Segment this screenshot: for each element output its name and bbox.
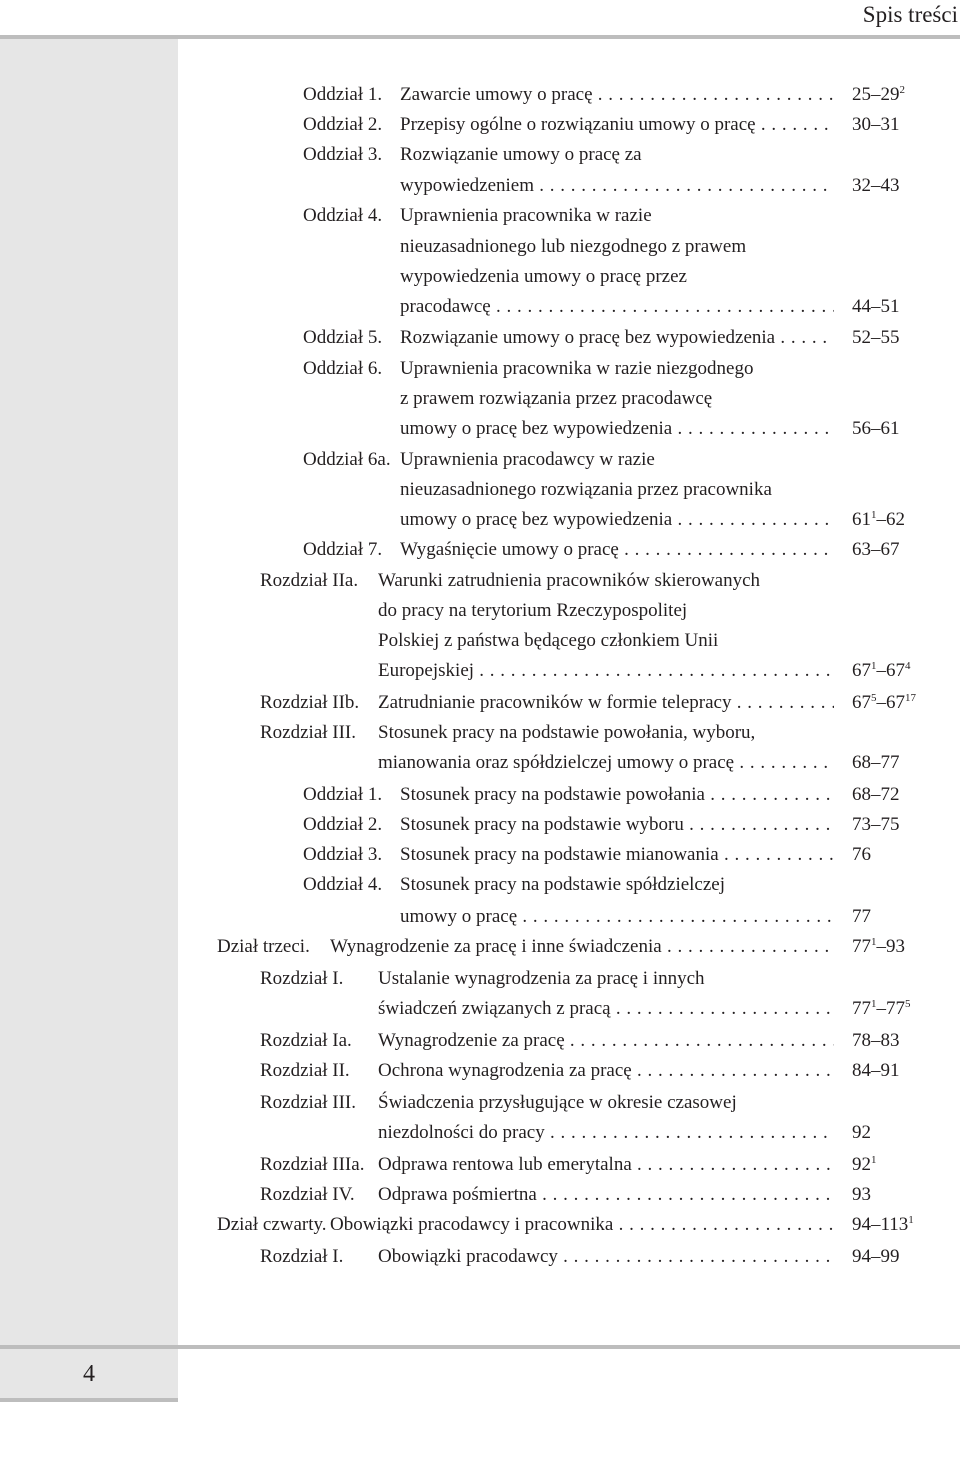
pages-start-superscript: 1: [871, 936, 877, 948]
toc-entry: [0, 354, 960, 384]
toc-entry-text-wrap: [400, 323, 834, 353]
pages-start-superscript: 1: [871, 660, 877, 672]
pages-end: –77: [876, 998, 905, 1019]
toc-entry-text-wrap: [378, 1242, 834, 1272]
footer-rule: [0, 1398, 178, 1402]
toc-entry-text-wrap: [378, 566, 760, 596]
toc-entry-label: Oddział 2.: [303, 114, 383, 135]
toc-entry-title: Świadczenia przysługujące w okresie czasowej: [378, 1092, 737, 1113]
toc-entry: [0, 626, 960, 656]
page-number: 4: [83, 1361, 95, 1387]
toc-entry: [0, 80, 960, 110]
pages-start: 76: [852, 844, 871, 865]
toc-entry-text-wrap: [400, 414, 834, 444]
toc-entry: [0, 1180, 960, 1210]
toc-entry-text-wrap: [400, 870, 725, 900]
toc-entry: [0, 323, 960, 353]
toc-entry-text-wrap: [378, 1026, 834, 1056]
toc-entry: [0, 718, 960, 748]
toc-entry: [0, 535, 960, 565]
toc-entry-label: Oddział 4.: [303, 205, 383, 226]
toc-entry: [0, 292, 960, 322]
toc-entry-text-wrap: [378, 1150, 834, 1180]
toc-entry-title: świadczeń związanych z pracą: [378, 998, 611, 1019]
toc-entry-text-wrap: [378, 688, 834, 718]
toc-entry-text-wrap: [400, 140, 642, 170]
toc-entry-pages: [852, 932, 905, 962]
pages-start-superscript: 1: [908, 1214, 914, 1226]
pages-start-superscript: 1: [871, 509, 877, 521]
pages-end: –67: [876, 692, 905, 713]
pages-start-superscript: 2: [899, 84, 905, 96]
pages-start: 93: [852, 1184, 871, 1205]
pages-start: 78–83: [852, 1030, 900, 1051]
toc-entry: [0, 1026, 960, 1056]
toc-entry-title: Obowiązki pracodawcy i pracownika: [330, 1214, 614, 1235]
toc-entry-label: Rozdział IIa.: [260, 570, 359, 591]
toc-entry-text-wrap: [378, 1056, 834, 1086]
toc-entry-text-wrap: [400, 840, 834, 870]
toc-entry-text-wrap: [378, 964, 705, 994]
toc-entry-pages: [852, 1056, 900, 1086]
running-header-title: Spis treści: [862, 2, 958, 27]
toc-entry-text-wrap: [330, 1210, 834, 1240]
toc-entry-title: Odprawa pośmiertna: [378, 1184, 537, 1205]
toc-entry-title: Stosunek pracy na podstawie powołania: [400, 784, 705, 805]
pages-start-superscript: 5: [871, 692, 877, 704]
pages-end: –62: [876, 509, 905, 530]
toc-entry: [0, 505, 960, 535]
toc-entry-text-wrap: [400, 292, 834, 322]
toc-entry: [0, 870, 960, 900]
toc-entry-label: Rozdział IV.: [260, 1184, 355, 1205]
toc-entry-pages: [852, 323, 900, 353]
pages-start: 68–77: [852, 752, 900, 773]
toc-entry-text-wrap: [400, 80, 834, 110]
pages-start: 68–72: [852, 784, 900, 805]
pages-end: –93: [876, 936, 905, 957]
toc-entry-pages: [852, 292, 900, 322]
toc-entry: [0, 475, 960, 505]
toc-entry-label: Rozdział IIb.: [260, 692, 360, 713]
toc-entry-label: Oddział 5.: [303, 327, 383, 348]
toc-entry-pages: [852, 414, 900, 444]
pages-end-superscript: 4: [905, 660, 911, 672]
toc-entry-text-wrap: [378, 1118, 834, 1148]
toc-entry-title: Polskiej z państwa będącego członkiem Unii: [378, 630, 719, 651]
toc-entry-label: Rozdział IIIa.: [260, 1154, 365, 1175]
toc-entry-text-wrap: [400, 902, 834, 932]
toc-entry-title: niezdolności do pracy: [378, 1122, 545, 1143]
pages-start: 44–51: [852, 296, 900, 317]
toc-entry-title: Wygaśnięcie umowy o pracę: [400, 539, 619, 560]
toc-entry-pages: [852, 840, 871, 870]
toc-entry-pages: [852, 1150, 877, 1180]
pages-start: 92: [852, 1154, 871, 1175]
pages-start: 25–29: [852, 84, 900, 105]
toc-entry: [0, 414, 960, 444]
toc-entry-pages: [852, 1026, 900, 1056]
toc-entry-text-wrap: [378, 626, 718, 656]
pages-start: 94–99: [852, 1246, 900, 1267]
toc-entry: [0, 748, 960, 778]
toc-entry-label: Oddział 6a.: [303, 449, 391, 470]
pages-start: 32–43: [852, 175, 900, 196]
toc-entry-title: Przepisy ogólne o rozwiązaniu umowy o pracę: [400, 114, 756, 135]
toc-entry-title: Uprawnienia pracodawcy w razie: [400, 449, 655, 470]
pages-start: 94–113: [852, 1214, 909, 1235]
toc-entry: [0, 384, 960, 414]
pages-start: 73–75: [852, 814, 900, 835]
toc-entry: [0, 656, 960, 686]
toc-entry-title: Stosunek pracy na podstawie mianowania: [400, 844, 719, 865]
toc-entry: [0, 566, 960, 596]
pages-start-superscript: 1: [871, 1154, 877, 1166]
toc-entry-pages: [852, 110, 900, 140]
toc-entry-pages: [852, 1180, 871, 1210]
toc-entry-pages: [852, 1242, 900, 1272]
toc-entry-label: Rozdział III.: [260, 1092, 357, 1113]
toc-entry: [0, 1150, 960, 1180]
pages-start: 30–31: [852, 114, 900, 135]
pages-start: 67: [852, 660, 871, 681]
toc-entry-text-wrap: [378, 994, 834, 1024]
toc-entry-label: Oddział 4.: [303, 874, 383, 895]
pages-start: 77: [852, 906, 871, 927]
toc-entry: [0, 262, 960, 292]
toc-entry-text-wrap: [378, 1180, 834, 1210]
toc-entry-title: do pracy na terytorium Rzeczypospolitej: [378, 600, 688, 621]
toc-entry: [0, 810, 960, 840]
toc-entry-text-wrap: [378, 1088, 737, 1118]
pages-start: 84–91: [852, 1060, 900, 1081]
pages-start: 52–55: [852, 327, 900, 348]
toc-entry: [0, 140, 960, 170]
toc-entry-title: wypowiedzenia umowy o pracę przez: [400, 266, 687, 287]
pages-start: 77: [852, 998, 871, 1019]
toc-entry-text-wrap: [378, 596, 687, 626]
pages-start: 77: [852, 936, 871, 957]
toc-entry: [0, 964, 960, 994]
toc-entry-text-wrap: [400, 232, 746, 262]
toc-entry-title: Odprawa rentowa lub emerytalna: [378, 1154, 632, 1175]
toc-entry-pages: [852, 171, 900, 201]
toc-entry: [0, 171, 960, 201]
pages-end-superscript: 5: [905, 998, 911, 1010]
toc-entry: [0, 994, 960, 1024]
toc-entry-label: Oddział 2.: [303, 814, 383, 835]
toc-entry-title: Zatrudnianie pracowników w formie telepracy: [378, 692, 732, 713]
toc-entry-text-wrap: [378, 656, 834, 686]
toc-entry-text-wrap: [400, 354, 753, 384]
toc-entry-text-wrap: [400, 810, 834, 840]
toc-entry-text-wrap: [400, 384, 712, 414]
toc-entry-text-wrap: [378, 748, 834, 778]
toc-entry-label: Rozdział I.: [260, 968, 344, 989]
toc-entry-title: Wynagrodzenie za pracę: [378, 1030, 565, 1051]
toc-entry-title: z prawem rozwiązania przez pracodawcę: [400, 388, 713, 409]
toc-entry: [0, 232, 960, 262]
toc-entry-pages: [852, 656, 911, 686]
toc-entry-label: Rozdział I.: [260, 1246, 344, 1267]
toc-entry-pages: [852, 810, 900, 840]
toc-entry-text-wrap: [400, 780, 834, 810]
toc-entry-label: Oddział 3.: [303, 844, 383, 865]
toc-entry-pages: [852, 505, 905, 535]
toc-entry-title: Ochrona wynagrodzenia za pracę: [378, 1060, 632, 1081]
toc-entry-title: Wynagrodzenie za pracę i inne świadczenia: [330, 936, 662, 957]
toc-entry-title: mianowania oraz spółdzielczej umowy o pracę: [378, 752, 735, 773]
toc-entry: [0, 1210, 960, 1240]
toc-entry-label: Oddział 1.: [303, 784, 383, 805]
toc-entry-title: Uprawnienia pracownika w razie niezgodnego: [400, 358, 754, 379]
toc-entry-text-wrap: [330, 932, 834, 962]
pages-start: 56–61: [852, 418, 900, 439]
toc-entry-title: Zawarcie umowy o pracę: [400, 84, 593, 105]
pages-end-superscript: 17: [905, 692, 916, 704]
toc-entry-text-wrap: [400, 262, 687, 292]
toc-entry-label: Rozdział III.: [260, 722, 357, 743]
toc-entry-pages: [852, 1118, 871, 1148]
toc-entry-label: Oddział 7.: [303, 539, 383, 560]
toc-entry: [0, 596, 960, 626]
toc-entry-title: nieuzasadnionego rozwiązania przez pracownika: [400, 479, 772, 500]
toc-entry-title: Rozwiązanie umowy o pracę bez wypowiedzenia: [400, 327, 776, 348]
toc-entry-title: Warunki zatrudnienia pracowników skierowanych: [378, 570, 761, 591]
toc-entry-title: Stosunek pracy na podstawie wyboru: [400, 814, 684, 835]
toc-entry-pages: [852, 535, 900, 565]
toc-entry-label: Rozdział II.: [260, 1060, 350, 1081]
toc-entry-pages: [852, 994, 911, 1024]
toc-entry: [0, 1088, 960, 1118]
toc-entry-text-wrap: [400, 475, 772, 505]
pages-start: 63–67: [852, 539, 900, 560]
toc-entry-label: Dział trzeci.: [217, 936, 310, 957]
toc-entry-title: wypowiedzeniem: [400, 175, 535, 196]
toc-entry: [0, 110, 960, 140]
toc-entry-pages: [852, 1210, 914, 1240]
pages-start: 67: [852, 692, 871, 713]
toc-entry-text-wrap: [378, 718, 755, 748]
toc-entry-pages: [852, 688, 916, 718]
toc-entry-title: Stosunek pracy na podstawie spółdzielczej: [400, 874, 726, 895]
toc-entry-pages: [852, 80, 905, 110]
pages-start: 92: [852, 1122, 871, 1143]
toc-entry: [0, 1242, 960, 1272]
toc-entry-text-wrap: [400, 171, 834, 201]
toc-entry: [0, 688, 960, 718]
toc-entry-title: pracodawcę: [400, 296, 491, 317]
toc-entry-label: Dział czwarty.: [217, 1214, 327, 1235]
toc-entry: [0, 201, 960, 231]
toc-entry-text-wrap: [400, 445, 655, 475]
toc-entry: [0, 902, 960, 932]
toc-entry-title: umowy o pracę bez wypowiedzenia: [400, 509, 673, 530]
toc-entry: [0, 1056, 960, 1086]
toc-entry-title: nieuzasadnionego lub niezgodnego z prawem: [400, 236, 747, 257]
toc-entry-pages: [852, 748, 900, 778]
toc-entry-title: Stosunek pracy na podstawie powołania, wyboru,: [378, 722, 756, 743]
toc-entry-title: Europejskiej: [378, 660, 475, 681]
toc-entry-title: Ustalanie wynagrodzenia za pracę i innych: [378, 968, 705, 989]
toc-entry-pages: [852, 780, 900, 810]
toc-entry: [0, 932, 960, 962]
pages-end: –67: [876, 660, 905, 681]
toc-entry: [0, 1118, 960, 1148]
toc-entry-title: Uprawnienia pracownika w razie: [400, 205, 652, 226]
toc-entry-text-wrap: [400, 110, 834, 140]
toc-entry-title: umowy o pracę bez wypowiedzenia: [400, 418, 673, 439]
toc-entry-label: Oddział 1.: [303, 84, 383, 105]
toc-entry-title: Rozwiązanie umowy o pracę za: [400, 144, 642, 165]
toc-entry-label: Rozdział Ia.: [260, 1030, 352, 1051]
pages-start-superscript: 1: [871, 998, 877, 1010]
toc-entry-pages: [852, 902, 871, 932]
toc-entry: [0, 840, 960, 870]
toc-entry: [0, 780, 960, 810]
toc-entry-label: Oddział 3.: [303, 144, 383, 165]
toc-entry-text-wrap: [400, 201, 652, 231]
toc-entry-title: Obowiązki pracodawcy: [378, 1246, 558, 1267]
pages-start: 61: [852, 509, 871, 530]
toc-entry-text-wrap: [400, 505, 834, 535]
toc-entry-title: umowy o pracę: [400, 906, 518, 927]
toc-entry-label: Oddział 6.: [303, 358, 383, 379]
toc-entry: [0, 445, 960, 475]
toc-entry-text-wrap: [400, 535, 834, 565]
